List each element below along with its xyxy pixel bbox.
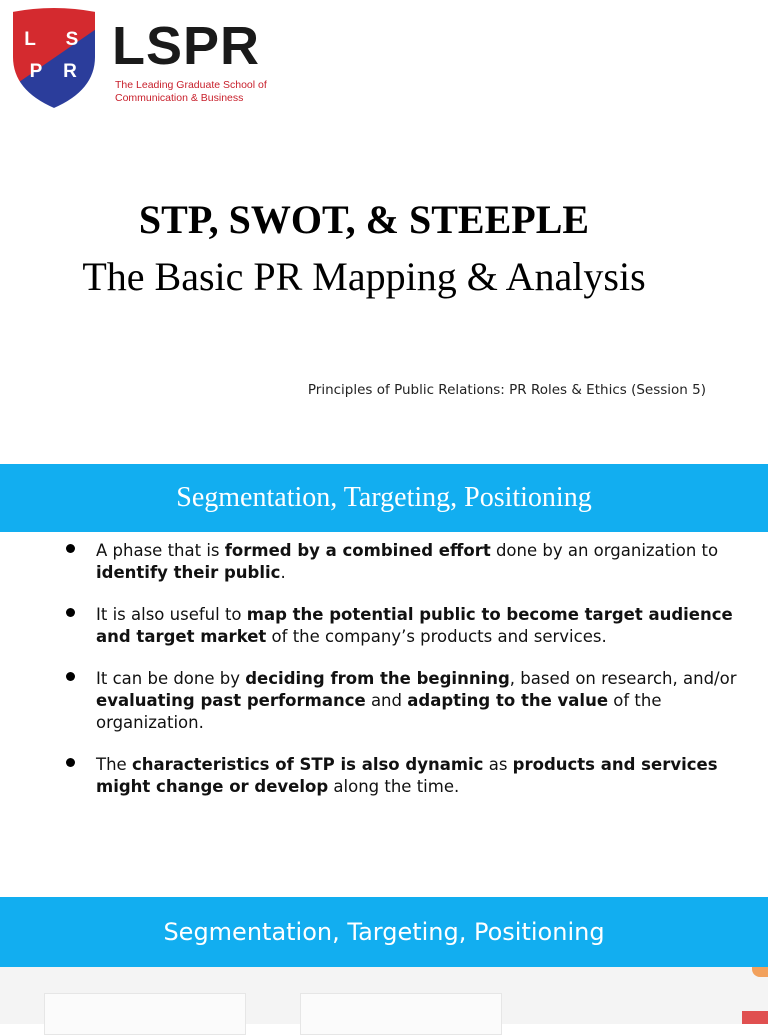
bullet-text: of the organization.	[96, 691, 662, 732]
bullet-text: The	[96, 755, 132, 774]
logo-letter-r: R	[63, 61, 77, 82]
content-card	[300, 993, 502, 1035]
bullet-item	[66, 754, 746, 798]
bullet-item	[66, 540, 746, 584]
bullet-text: along the time.	[328, 777, 460, 796]
bullet-emphasis: adapting to the value	[407, 691, 609, 710]
title-slide	[0, 0, 768, 434]
bullet-emphasis: formed by a combined effort	[224, 541, 491, 560]
logo-letter-p: P	[29, 61, 43, 82]
bullet-text: done by an organization to	[490, 541, 719, 560]
slide-heading-band-next: Segmentation, Targeting, Positioning	[0, 897, 768, 967]
bullet-dot-icon	[66, 672, 75, 681]
decorative-accent	[752, 967, 768, 977]
bullet-emphasis: products and services might change or develop	[96, 755, 718, 796]
bullet-dot-icon	[66, 544, 75, 553]
bullet-item	[66, 668, 746, 734]
tagline-line-2: Communication & Business	[115, 92, 244, 104]
bullet-text: , based on research, and/or	[509, 669, 737, 688]
bullet-emphasis: characteristics of STP is also dynamic	[131, 755, 484, 774]
brand-tagline	[115, 79, 267, 105]
course-label: Principles of Public Relations: PR Roles & Ethics (Session 5)	[307, 382, 706, 398]
bullet-emphasis: deciding from the beginning	[245, 669, 510, 688]
bullet-text: and	[365, 691, 408, 710]
slide-subtitle: The Basic PR Mapping & Analysis	[82, 254, 646, 299]
bullet-list	[66, 540, 746, 818]
bullet-text: A phase that is	[96, 541, 225, 560]
stp-slide-next	[0, 894, 768, 1024]
bullet-text: .	[280, 563, 286, 582]
bullet-emphasis: evaluating past performance	[96, 691, 366, 710]
logo-letter-s: S	[65, 29, 79, 50]
bullet-dot-icon	[66, 608, 75, 617]
content-card	[44, 993, 246, 1035]
bullet-text: of the company’s products and services.	[266, 627, 607, 646]
logo-letter-l: L	[24, 29, 36, 50]
bullet-emphasis: identify their public	[96, 563, 281, 582]
lspr-shield-logo	[6, 5, 102, 111]
bullet-text: It can be done by	[96, 669, 246, 688]
slide-heading-band: Segmentation, Targeting, Positioning	[0, 464, 768, 532]
slide-content-peek	[0, 967, 768, 1024]
tagline-line-1: The Leading Graduate School of	[115, 79, 267, 91]
slide-title: STP, SWOT, & STEEPLE	[138, 197, 590, 242]
decorative-bar	[742, 1011, 768, 1024]
stp-slide	[0, 434, 768, 894]
bullet-item	[66, 604, 746, 648]
bullet-dot-icon	[66, 758, 75, 767]
bullet-text: It is also useful to	[96, 605, 247, 624]
bullet-emphasis: map the potential public to become target audience and target market	[96, 605, 733, 646]
brand-wordmark: LSPR	[112, 16, 261, 76]
bullet-text: as	[483, 755, 513, 774]
